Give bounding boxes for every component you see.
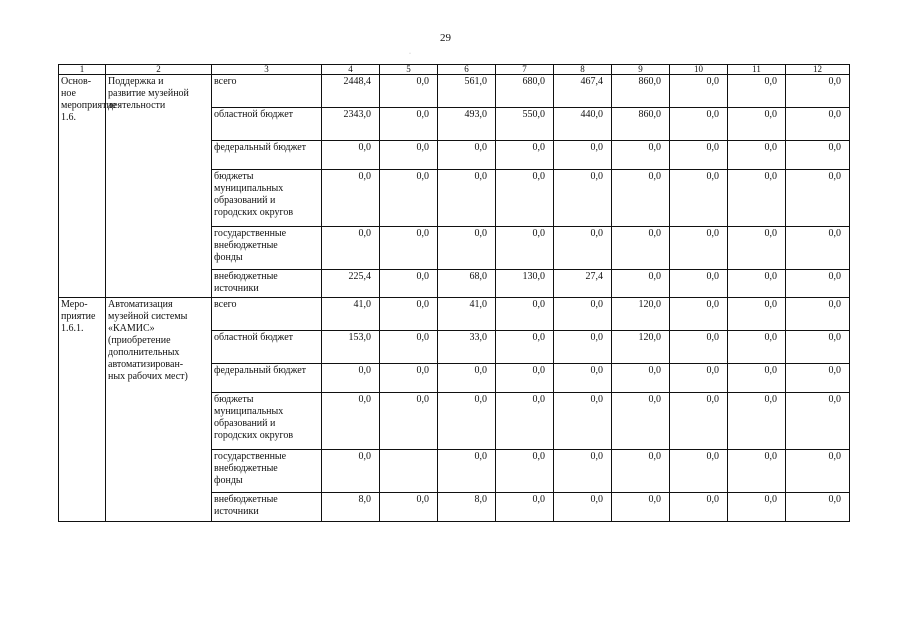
amount-cell: 0,0 xyxy=(438,450,496,493)
funding-source: областной бюджет xyxy=(212,331,322,364)
amount-cell: 0,0 xyxy=(612,364,670,393)
amount-cell: 0,0 xyxy=(786,227,850,270)
amount-cell: 0,0 xyxy=(670,270,728,298)
amount-cell: 0,0 xyxy=(438,170,496,227)
amount-cell: 0,0 xyxy=(728,298,786,331)
amount-cell: 0,0 xyxy=(670,170,728,227)
funding-source: государственные внебюджетные фонды xyxy=(212,450,322,493)
amount-cell: 0,0 xyxy=(786,364,850,393)
amount-cell: 0,0 xyxy=(438,227,496,270)
amount-cell: 0,0 xyxy=(554,141,612,170)
funding-source: бюджеты муниципальных образований и городских округов xyxy=(212,393,322,450)
amount-cell: 561,0 xyxy=(438,75,496,108)
amount-cell: 0,0 xyxy=(728,364,786,393)
table-row xyxy=(59,298,850,331)
amount-cell: 0,0 xyxy=(380,493,438,522)
amount-cell: 0,0 xyxy=(554,450,612,493)
amount-cell: 120,0 xyxy=(612,298,670,331)
funding-source: внебюджетные источники xyxy=(212,270,322,298)
amount-cell: 0,0 xyxy=(496,493,554,522)
amount-cell: 68,0 xyxy=(438,270,496,298)
amount-cell: 0,0 xyxy=(786,450,850,493)
amount-cell: 440,0 xyxy=(554,108,612,141)
amount-cell: 0,0 xyxy=(670,331,728,364)
amount-cell: 0,0 xyxy=(728,270,786,298)
amount-cell: 0,0 xyxy=(786,108,850,141)
column-number: 6 xyxy=(438,65,496,75)
column-number-row xyxy=(59,65,850,75)
funding-source: всего xyxy=(212,75,322,108)
amount-cell: 550,0 xyxy=(496,108,554,141)
amount-cell: 0,0 xyxy=(670,493,728,522)
amount-cell: 0,0 xyxy=(496,393,554,450)
funding-source: всего xyxy=(212,298,322,331)
column-number: 8 xyxy=(554,65,612,75)
amount-cell: 0,0 xyxy=(786,298,850,331)
amount-cell: 860,0 xyxy=(612,75,670,108)
amount-cell: 2448,4 xyxy=(322,75,380,108)
amount-cell: 0,0 xyxy=(786,393,850,450)
amount-cell: 0,0 xyxy=(554,331,612,364)
amount-cell: 27,4 xyxy=(554,270,612,298)
column-number: 10 xyxy=(670,65,728,75)
amount-cell: 0,0 xyxy=(554,493,612,522)
amount-cell: 0,0 xyxy=(728,450,786,493)
amount-cell: 0,0 xyxy=(438,141,496,170)
amount-cell: 0,0 xyxy=(612,493,670,522)
column-number: 9 xyxy=(612,65,670,75)
amount-cell: 0,0 xyxy=(554,170,612,227)
amount-cell: 0,0 xyxy=(380,270,438,298)
amount-cell: 0,0 xyxy=(670,393,728,450)
amount-cell: 0,0 xyxy=(612,450,670,493)
amount-cell: 0,0 xyxy=(554,364,612,393)
amount-cell: 41,0 xyxy=(322,298,380,331)
amount-cell: 0,0 xyxy=(612,170,670,227)
amount-cell: 0,0 xyxy=(554,227,612,270)
funding-source: федеральный бюджет xyxy=(212,364,322,393)
column-number: 5 xyxy=(380,65,438,75)
amount-cell: 0,0 xyxy=(670,364,728,393)
amount-cell: 0,0 xyxy=(322,364,380,393)
amount-cell: 0,0 xyxy=(380,298,438,331)
amount-cell: 0,0 xyxy=(728,493,786,522)
column-number: 12 xyxy=(786,65,850,75)
amount-cell: 0,0 xyxy=(670,141,728,170)
amount-cell: 0,0 xyxy=(380,170,438,227)
amount-cell: 0,0 xyxy=(380,331,438,364)
funding-source: государственные внебюджетные фонды xyxy=(212,227,322,270)
amount-cell: 0,0 xyxy=(496,450,554,493)
amount-cell: 0,0 xyxy=(496,170,554,227)
amount-cell: 153,0 xyxy=(322,331,380,364)
amount-cell: 0,0 xyxy=(322,450,380,493)
scan-mark: · xyxy=(409,51,411,57)
table-row xyxy=(59,75,850,108)
funding-table xyxy=(58,64,850,522)
amount-cell: 0,0 xyxy=(322,141,380,170)
column-number: 4 xyxy=(322,65,380,75)
amount-cell: 0,0 xyxy=(670,450,728,493)
measure-name: Автоматизация музейной системы «КАМИС» (приобретение дополнительных автоматизирован- ных рабочих мест) xyxy=(106,298,212,522)
amount-cell: 0,0 xyxy=(554,298,612,331)
amount-cell: 0,0 xyxy=(728,170,786,227)
amount-cell: 41,0 xyxy=(438,298,496,331)
amount-cell: 0,0 xyxy=(380,364,438,393)
amount-cell: 0,0 xyxy=(728,393,786,450)
amount-cell: 467,4 xyxy=(554,75,612,108)
funding-source: федеральный бюджет xyxy=(212,141,322,170)
amount-cell: 0,0 xyxy=(786,493,850,522)
amount-cell: 0,0 xyxy=(322,393,380,450)
amount-cell: 0,0 xyxy=(670,227,728,270)
amount-cell: 0,0 xyxy=(670,298,728,331)
column-number: 3 xyxy=(212,65,322,75)
funding-source: внебюджетные источники xyxy=(212,493,322,522)
column-number: 7 xyxy=(496,65,554,75)
amount-cell: 0,0 xyxy=(728,331,786,364)
amount-cell xyxy=(380,450,438,493)
amount-cell: 0,0 xyxy=(786,270,850,298)
amount-cell: 2343,0 xyxy=(322,108,380,141)
amount-cell: 0,0 xyxy=(612,270,670,298)
amount-cell: 0,0 xyxy=(380,141,438,170)
amount-cell: 0,0 xyxy=(728,227,786,270)
amount-cell: 33,0 xyxy=(438,331,496,364)
amount-cell: 0,0 xyxy=(322,170,380,227)
page-number: 29 xyxy=(440,32,451,44)
amount-cell: 0,0 xyxy=(612,393,670,450)
measure-code: Основ- ное мероприятие 1.6. xyxy=(59,75,106,298)
amount-cell: 0,0 xyxy=(496,331,554,364)
amount-cell: 0,0 xyxy=(728,75,786,108)
amount-cell: 680,0 xyxy=(496,75,554,108)
amount-cell: 860,0 xyxy=(612,108,670,141)
measure-name: Поддержка и развитие музейной деятельности xyxy=(106,75,212,298)
amount-cell: 0,0 xyxy=(554,393,612,450)
amount-cell: 0,0 xyxy=(786,75,850,108)
amount-cell: 0,0 xyxy=(670,75,728,108)
amount-cell: 0,0 xyxy=(612,141,670,170)
amount-cell: 8,0 xyxy=(322,493,380,522)
amount-cell: 0,0 xyxy=(380,227,438,270)
column-number: 1 xyxy=(59,65,106,75)
amount-cell: 0,0 xyxy=(786,331,850,364)
column-number: 2 xyxy=(106,65,212,75)
amount-cell: 0,0 xyxy=(496,227,554,270)
amount-cell: 0,0 xyxy=(438,364,496,393)
amount-cell: 0,0 xyxy=(728,108,786,141)
amount-cell: 0,0 xyxy=(728,141,786,170)
amount-cell: 0,0 xyxy=(786,170,850,227)
amount-cell: 0,0 xyxy=(496,298,554,331)
amount-cell: 0,0 xyxy=(786,141,850,170)
amount-cell: 8,0 xyxy=(438,493,496,522)
amount-cell: 0,0 xyxy=(670,108,728,141)
amount-cell: 0,0 xyxy=(380,108,438,141)
amount-cell: 0,0 xyxy=(438,393,496,450)
amount-cell: 0,0 xyxy=(322,227,380,270)
amount-cell: 0,0 xyxy=(380,393,438,450)
amount-cell: 120,0 xyxy=(612,331,670,364)
amount-cell: 493,0 xyxy=(438,108,496,141)
amount-cell: 130,0 xyxy=(496,270,554,298)
amount-cell: 225,4 xyxy=(322,270,380,298)
amount-cell: 0,0 xyxy=(496,364,554,393)
amount-cell: 0,0 xyxy=(612,227,670,270)
amount-cell: 0,0 xyxy=(380,75,438,108)
column-number: 11 xyxy=(728,65,786,75)
measure-code: Меро- приятие 1.6.1. xyxy=(59,298,106,522)
funding-source: областной бюджет xyxy=(212,108,322,141)
amount-cell: 0,0 xyxy=(496,141,554,170)
funding-source: бюджеты муниципальных образований и городских округов xyxy=(212,170,322,227)
